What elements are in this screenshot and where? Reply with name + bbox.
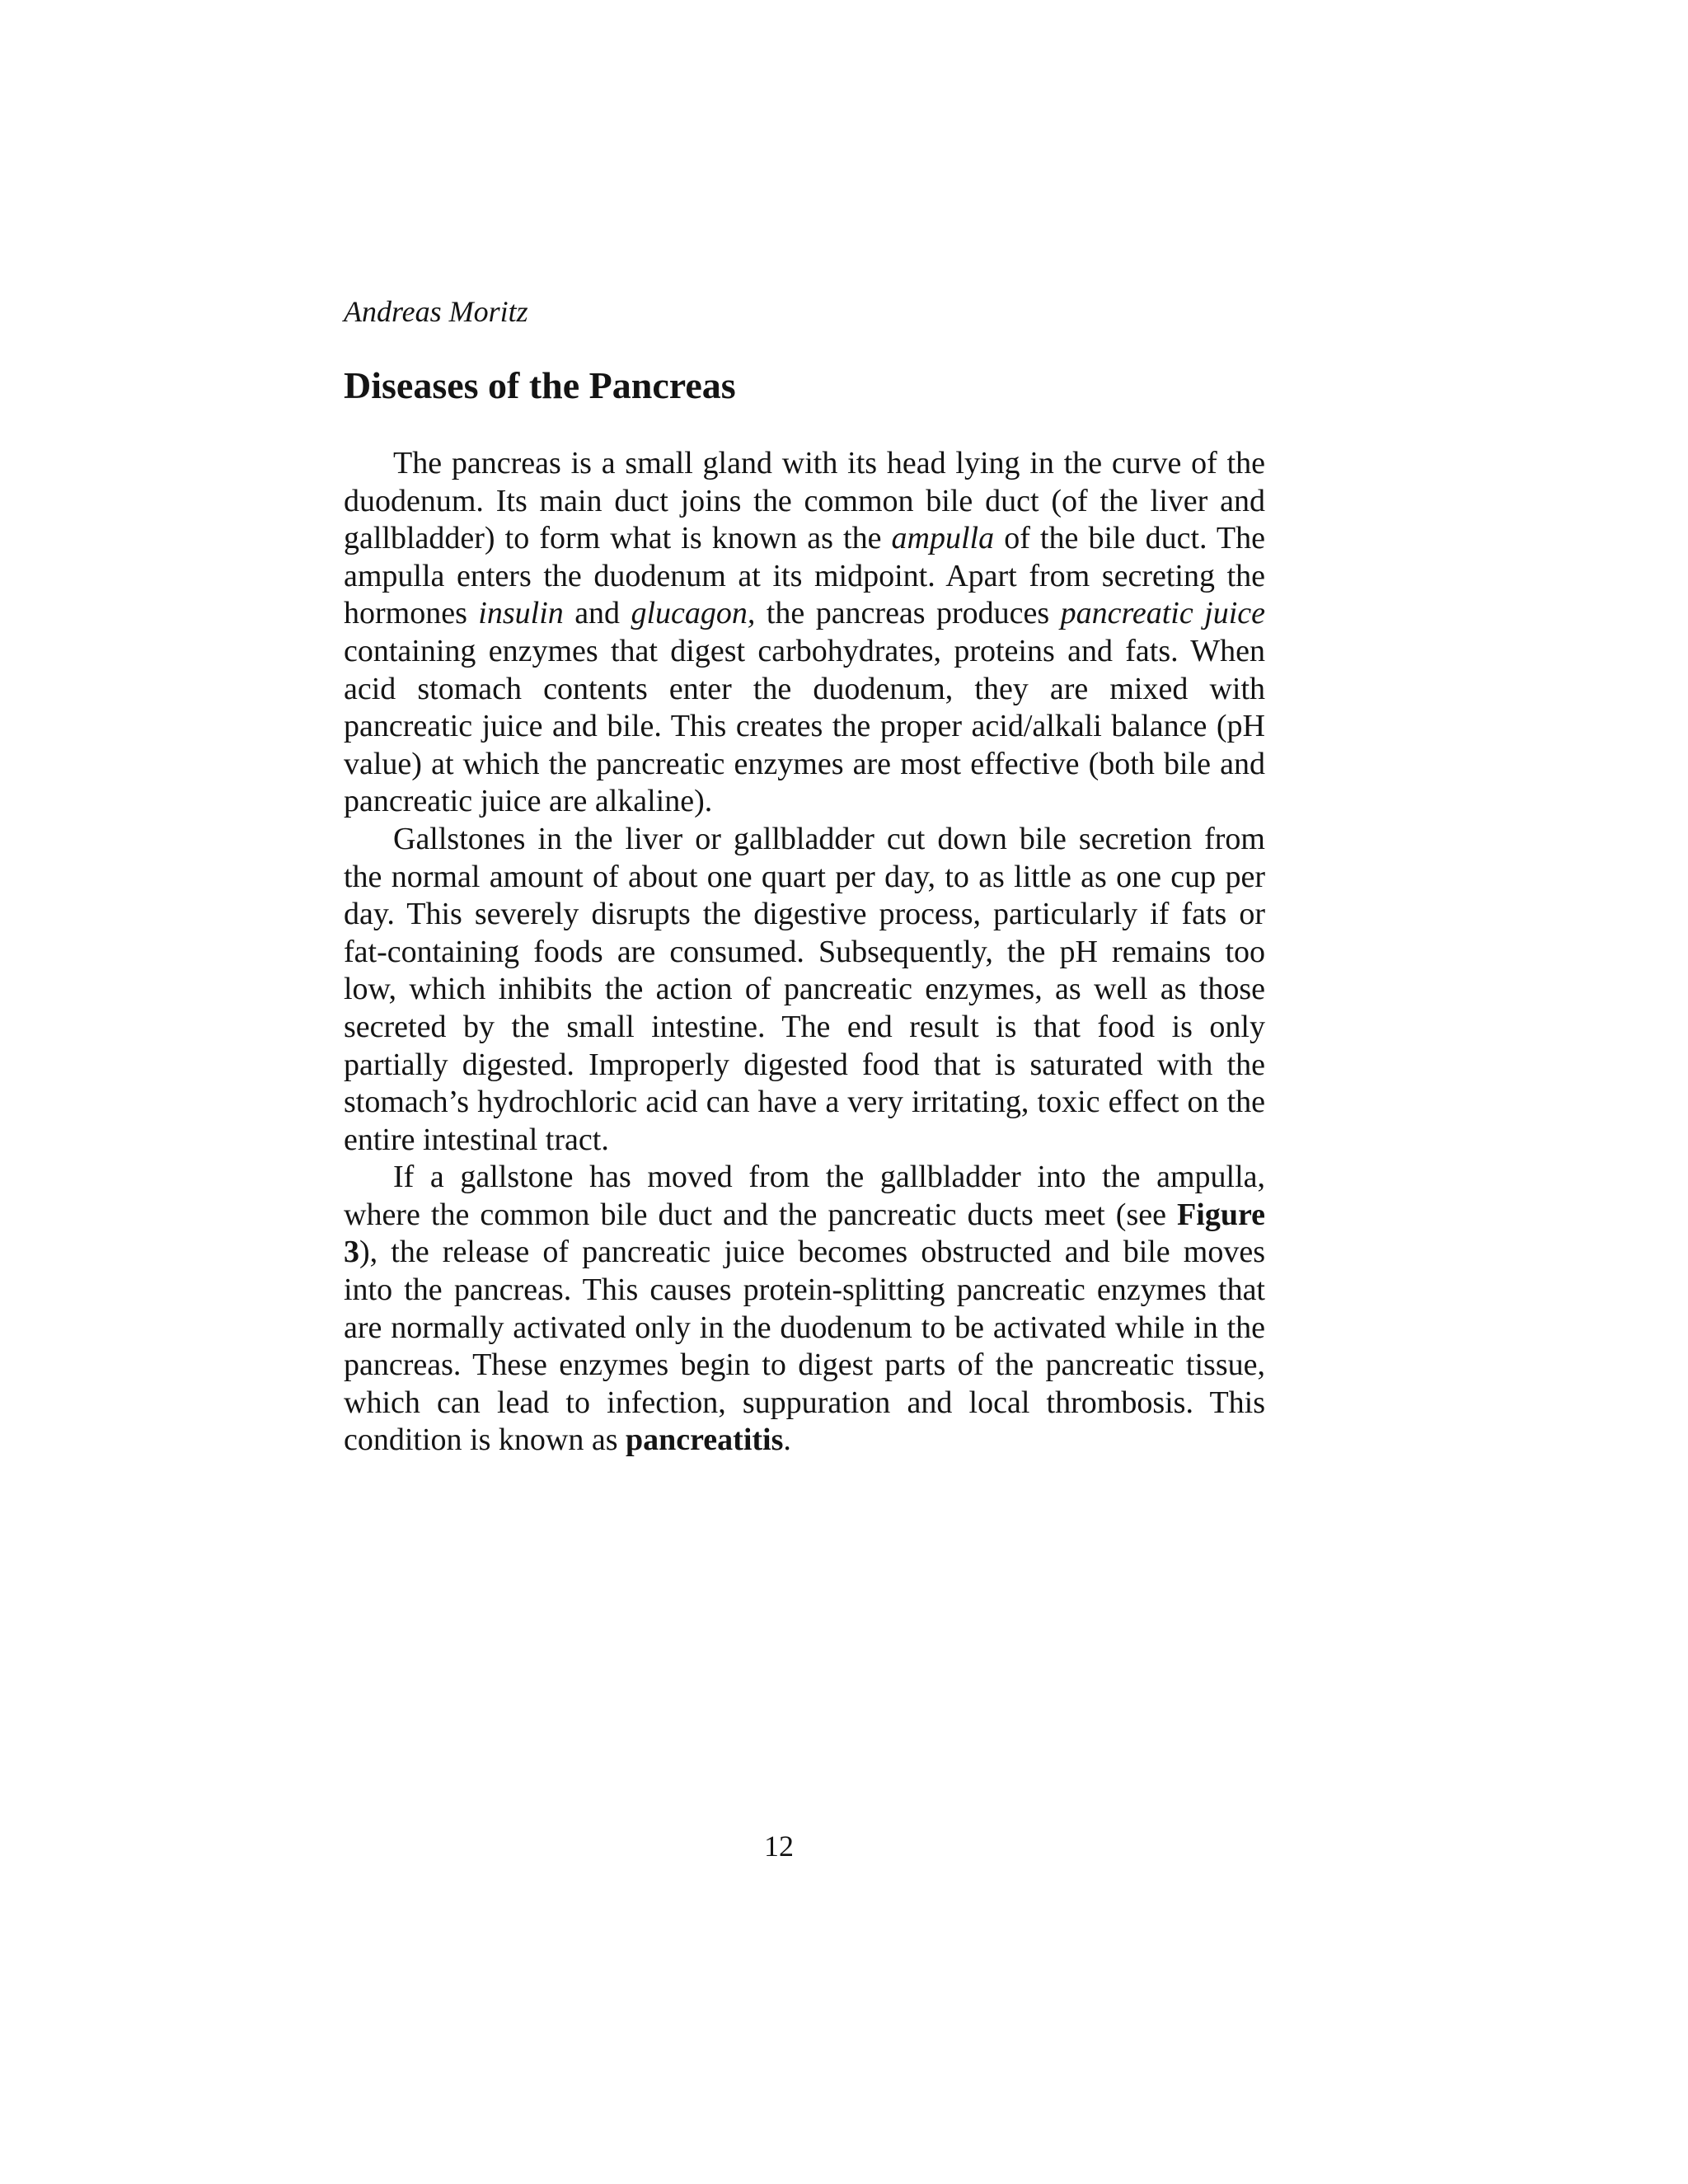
text-run: If a gallstone has moved from the gallbladder into the ampulla, where the common bile duct and the pancreatic ducts meet (see [344,1160,1265,1232]
italic-term-ampulla: ampulla [891,521,995,556]
running-head-author: Andreas Moritz [344,295,528,328]
text-run: containing enzymes that digest carbohydrates, proteins and fats. When acid stomach contents enter the duodenum, they are mixed with pancreatic juice and bile. This creates the proper acid/alkali balance (pH value) at which the pancreatic enzymes are most effective (both bile and pancreatic juice are alkaline). [344,633,1265,819]
text-run: Gallstones in the liver or gallbladder cut down bile secretion from the normal amount of about one quart per day, to as little as one cup per day. This severely disrupts the digestive process, particularly if fats or fat-containing foods are consumed. Subsequently, the pH remains too low, which inhibits the action of pancreatic enzymes, as well as those secreted by the small intestine. The end result is that food is only partially digested. Improperly digested food that is saturated with the stomach’s hydrochloric acid can have a very irritating, toxic effect on the entire intestinal tract. [344,821,1265,1157]
figure-reference: Figure 3 [344,1197,1265,1270]
paragraph-2 [344,821,1265,1159]
text-run: ), the release of pancreatic juice becomes obstructed and bile moves into the pancreas. This causes protein-splitting pancreatic enzymes that are normally activated only in the duodenum to be activated while in the pancreas. These enzymes begin to digest parts of the pancreatic tissue, which can lead to infection, suppuration and local thrombosis. This condition is known as [344,1235,1265,1458]
text-run: of the bile duct. The ampulla enters the duodenum at its midpoint. Apart from secreting the hormones [344,521,1265,631]
paragraph-3 [344,1159,1265,1460]
text-run: . [783,1422,791,1458]
paragraph-1 [344,445,1265,821]
italic-term-glucagon: glucagon, [631,596,756,631]
text-run: the pancreas produces [755,596,1061,631]
bold-term-pancreatitis: pancreatitis [625,1422,784,1458]
text-run: The pancreas is a small gland with its head lying in the curve of the duodenum. Its main duct joins the common bile duct (of the liver and gallbladder) to form what is known as the [344,446,1265,556]
italic-term-pancreatic-juice: pancreatic juice [1060,596,1265,631]
page-number: 12 [764,1830,794,1863]
italic-term-insulin: insulin [478,596,564,631]
body-text [344,445,1265,1460]
section-title: Diseases of the Pancreas [344,364,736,406]
text-run: and [563,596,631,631]
